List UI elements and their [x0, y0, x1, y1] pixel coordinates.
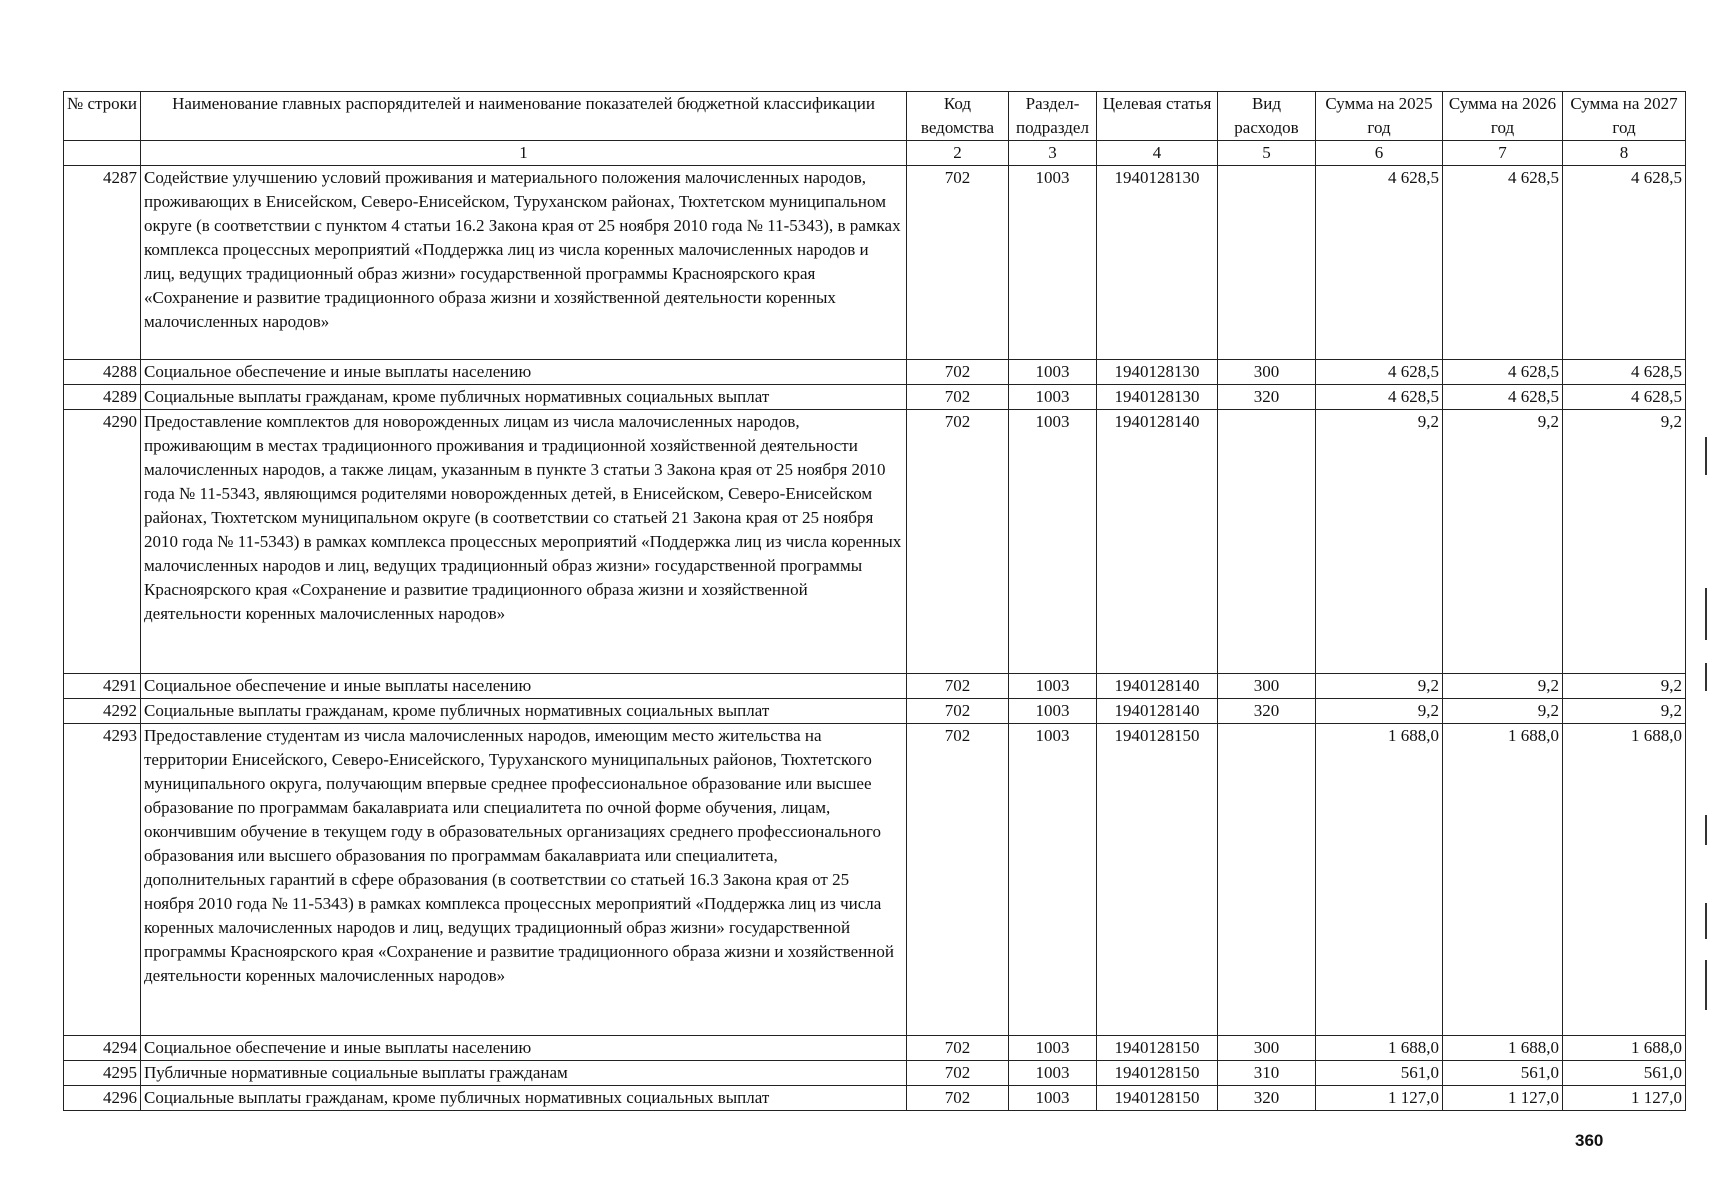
budget-table [63, 91, 1686, 1111]
row-section: 1003 [1009, 410, 1097, 674]
row-sum-2025: 1 688,0 [1316, 724, 1443, 1036]
row-number: 4291 [64, 674, 141, 699]
scan-artifact [1705, 960, 1707, 1010]
row-sum-2027: 1 688,0 [1563, 1036, 1686, 1061]
scan-artifact [1705, 437, 1707, 475]
row-section: 1003 [1009, 1061, 1097, 1086]
row-number: 4287 [64, 166, 141, 360]
header-row [64, 92, 1686, 141]
row-expense-kind: 320 [1218, 1086, 1316, 1111]
row-number: 4289 [64, 385, 141, 410]
row-expense-kind [1218, 724, 1316, 1036]
row-name: Социальное обеспечение и иные выплаты населению [141, 674, 907, 699]
row-dept-code: 702 [907, 699, 1009, 724]
table-row [64, 699, 1686, 724]
column-number: 8 [1563, 141, 1686, 166]
table-row [64, 1086, 1686, 1111]
row-dept-code: 702 [907, 1086, 1009, 1111]
row-sum-2025: 4 628,5 [1316, 360, 1443, 385]
header-row-no: № строки [64, 92, 141, 141]
row-dept-code: 702 [907, 360, 1009, 385]
table-row [64, 360, 1686, 385]
column-number: 1 [141, 141, 907, 166]
row-dept-code: 702 [907, 166, 1009, 360]
row-name: Предоставление студентам из числа малочисленных народов, имеющим место жительства на территории Енисейского, Северо-Енисейского, Туруханского муниципальных районов, Тюхтетского муниципального округа, получающим впервые среднее профессиональное образование или высшее образование по программам бакалавриата или специалитета по очной форме обучения, лицам, окончившим обучение в текущем году в образовательных организациях среднего профессионального образования или высшего образования по программам бакалавриата или специалитета, дополнительных гарантий в сфере образования (в соответствии со статьей 16.3 Закона края от 25 ноября 2010 года № 11-5343) в рамках комплекса процессных мероприятий «Поддержка лиц из числа коренных малочисленных народов и лиц, ведущих традиционный образ жизни» государственной программы Красноярского края «Сохранение и развитие традиционного образа жизни и хозяйственной деятельности коренных малочисленных народов» [141, 724, 907, 1036]
row-target-article: 1940128150 [1097, 1061, 1218, 1086]
column-number: 5 [1218, 141, 1316, 166]
row-section: 1003 [1009, 1036, 1097, 1061]
column-number: 7 [1443, 141, 1563, 166]
row-dept-code: 702 [907, 1036, 1009, 1061]
row-number: 4293 [64, 724, 141, 1036]
row-expense-kind: 300 [1218, 1036, 1316, 1061]
row-dept-code: 702 [907, 410, 1009, 674]
row-target-article: 1940128130 [1097, 385, 1218, 410]
row-dept-code: 702 [907, 674, 1009, 699]
row-sum-2025: 4 628,5 [1316, 385, 1443, 410]
row-sum-2026: 9,2 [1443, 674, 1563, 699]
row-name: Содействие улучшению условий проживания и материального положения малочисленных народов, проживающих в Енисейском, Северо-Енисейском, Туруханском районах, Тюхтетском муниципальном округе (в соответствии с пунктом 4 статьи 16.2 Закона края от 25 ноября 2010 года № 11-5343), в рамках комплекса процессных мероприятий «Поддержка лиц из числа коренных малочисленных народов и лиц, ведущих традиционный образ жизни» государственной программы Красноярского края «Сохранение и развитие традиционного образа жизни и хозяйственной деятельности коренных малочисленных народов» [141, 166, 907, 360]
header-name: Наименование главных распорядителей и наименование показателей бюджетной классификации [141, 92, 907, 141]
row-name: Социальные выплаты гражданам, кроме публичных нормативных социальных выплат [141, 385, 907, 410]
header-target-article: Целевая статья [1097, 92, 1218, 141]
table-row [64, 674, 1686, 699]
row-sum-2026: 4 628,5 [1443, 385, 1563, 410]
row-sum-2027: 1 127,0 [1563, 1086, 1686, 1111]
row-section: 1003 [1009, 1086, 1097, 1111]
row-name: Публичные нормативные социальные выплаты гражданам [141, 1061, 907, 1086]
row-sum-2026: 1 688,0 [1443, 724, 1563, 1036]
row-expense-kind: 320 [1218, 385, 1316, 410]
scan-artifact [1705, 903, 1707, 939]
row-sum-2026: 1 688,0 [1443, 1036, 1563, 1061]
row-section: 1003 [1009, 674, 1097, 699]
row-sum-2027: 4 628,5 [1563, 360, 1686, 385]
scan-artifact [1705, 815, 1707, 845]
row-sum-2026: 4 628,5 [1443, 360, 1563, 385]
row-sum-2026: 561,0 [1443, 1061, 1563, 1086]
row-dept-code: 702 [907, 724, 1009, 1036]
row-name: Социальные выплаты гражданам, кроме публичных нормативных социальных выплат [141, 699, 907, 724]
table-row [64, 166, 1686, 360]
row-sum-2026: 4 628,5 [1443, 166, 1563, 360]
row-target-article: 1940128140 [1097, 674, 1218, 699]
header-sum-2026: Сумма на 2026 год [1443, 92, 1563, 141]
row-sum-2027: 4 628,5 [1563, 385, 1686, 410]
row-target-article: 1940128150 [1097, 724, 1218, 1036]
row-section: 1003 [1009, 166, 1097, 360]
row-sum-2026: 9,2 [1443, 410, 1563, 674]
row-sum-2025: 9,2 [1316, 699, 1443, 724]
row-expense-kind: 320 [1218, 699, 1316, 724]
table-row [64, 385, 1686, 410]
column-number: 3 [1009, 141, 1097, 166]
row-name: Социальное обеспечение и иные выплаты населению [141, 360, 907, 385]
header-sum-2025: Сумма на 2025 год [1316, 92, 1443, 141]
scan-artifact [1705, 588, 1707, 640]
table-row [64, 724, 1686, 1036]
table-row [64, 1036, 1686, 1061]
row-sum-2026: 1 127,0 [1443, 1086, 1563, 1111]
header-sum-2027: Сумма на 2027 год [1563, 92, 1686, 141]
row-expense-kind: 310 [1218, 1061, 1316, 1086]
table-row [64, 1061, 1686, 1086]
row-sum-2025: 561,0 [1316, 1061, 1443, 1086]
row-sum-2027: 4 628,5 [1563, 166, 1686, 360]
row-sum-2027: 1 688,0 [1563, 724, 1686, 1036]
row-sum-2026: 9,2 [1443, 699, 1563, 724]
column-number-row [64, 141, 1686, 166]
row-sum-2027: 561,0 [1563, 1061, 1686, 1086]
row-expense-kind [1218, 410, 1316, 674]
row-target-article: 1940128150 [1097, 1086, 1218, 1111]
row-number: 4296 [64, 1086, 141, 1111]
table-row [64, 410, 1686, 674]
row-sum-2025: 9,2 [1316, 674, 1443, 699]
header-dept-code: Код ведомства [907, 92, 1009, 141]
row-expense-kind: 300 [1218, 360, 1316, 385]
row-sum-2027: 9,2 [1563, 674, 1686, 699]
scan-artifact [1705, 663, 1707, 691]
header-expense-kind: Вид расходов [1218, 92, 1316, 141]
row-sum-2027: 9,2 [1563, 699, 1686, 724]
row-section: 1003 [1009, 699, 1097, 724]
column-number: 6 [1316, 141, 1443, 166]
row-section: 1003 [1009, 724, 1097, 1036]
row-name: Социальные выплаты гражданам, кроме публичных нормативных социальных выплат [141, 1086, 907, 1111]
row-number: 4290 [64, 410, 141, 674]
row-sum-2025: 4 628,5 [1316, 166, 1443, 360]
row-dept-code: 702 [907, 1061, 1009, 1086]
row-name: Предоставление комплектов для новорожденных лицам из числа малочисленных народов, проживающим в местах традиционного проживания и традиционной хозяйственной деятельности малочисленных народов, а также лицам, указанным в пункте 3 статьи 3 Закона края от 25 ноября 2010 года № 11-5343, являющимся родителями новорожденных детей, в Енисейском, Северо-Енисейском районах, Тюхтетском муниципальном округе (в соответствии со статьей 21 Закона края от 25 ноября 2010 года № 11-5343) в рамках комплекса процессных мероприятий «Поддержка лиц из числа коренных малочисленных народов и лиц, ведущих традиционный образ жизни» государственной программы Красноярского края «Сохранение и развитие традиционного образа жизни и хозяйственной деятельности коренных малочисленных народов» [141, 410, 907, 674]
row-number: 4292 [64, 699, 141, 724]
row-target-article: 1940128150 [1097, 1036, 1218, 1061]
row-dept-code: 702 [907, 385, 1009, 410]
row-target-article: 1940128130 [1097, 166, 1218, 360]
column-number: 4 [1097, 141, 1218, 166]
row-number: 4288 [64, 360, 141, 385]
row-expense-kind [1218, 166, 1316, 360]
column-number-blank [64, 141, 141, 166]
row-sum-2027: 9,2 [1563, 410, 1686, 674]
page-number: 360 [1575, 1131, 1604, 1150]
row-section: 1003 [1009, 385, 1097, 410]
row-target-article: 1940128140 [1097, 699, 1218, 724]
column-number: 2 [907, 141, 1009, 166]
header-section: Раздел-подраздел [1009, 92, 1097, 141]
row-number: 4294 [64, 1036, 141, 1061]
row-expense-kind: 300 [1218, 674, 1316, 699]
row-sum-2025: 1 688,0 [1316, 1036, 1443, 1061]
row-target-article: 1940128130 [1097, 360, 1218, 385]
row-sum-2025: 9,2 [1316, 410, 1443, 674]
row-number: 4295 [64, 1061, 141, 1086]
row-sum-2025: 1 127,0 [1316, 1086, 1443, 1111]
row-target-article: 1940128140 [1097, 410, 1218, 674]
row-name: Социальное обеспечение и иные выплаты населению [141, 1036, 907, 1061]
row-section: 1003 [1009, 360, 1097, 385]
